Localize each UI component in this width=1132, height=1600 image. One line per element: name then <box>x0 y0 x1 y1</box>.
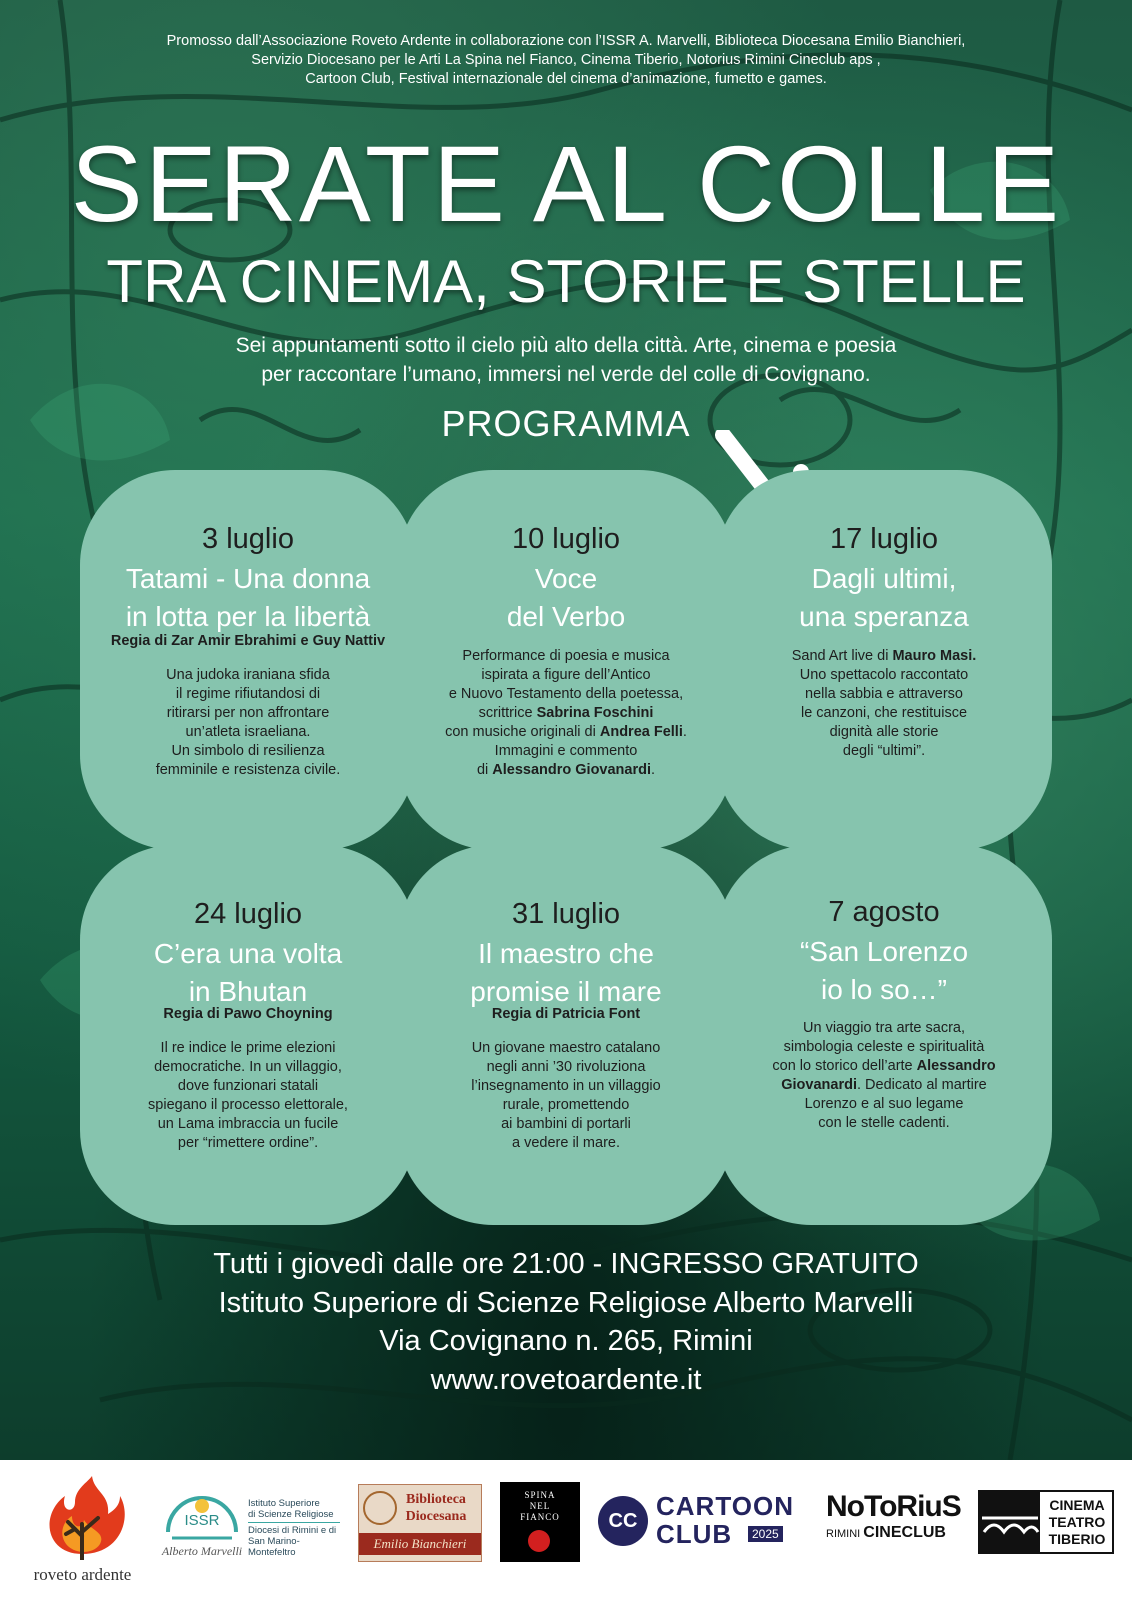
description-line: le canzoni, che restituisce <box>800 705 968 721</box>
seal-icon <box>363 1491 397 1525</box>
event-title <box>90 560 406 636</box>
event-title-line: Voce <box>534 563 598 594</box>
description-line: Un giovane maestro catalano <box>471 1040 661 1056</box>
bridge-icon <box>980 1492 1040 1552</box>
spina-wordmark: FIANCO <box>520 1512 560 1522</box>
event-date: 24 luglio <box>193 898 303 930</box>
red-drop-icon <box>528 1530 550 1552</box>
poster-title: SERATE AL COLLE <box>70 123 1062 244</box>
event-title <box>408 560 724 636</box>
description-line: scrittrice Sabrina Foschini <box>478 705 654 721</box>
spina-wordmark: SPINA <box>524 1490 556 1500</box>
person-name: Sabrina Foschini <box>536 705 654 721</box>
event-card-7-agosto <box>716 845 1052 1225</box>
notorius-city: RIMINI <box>826 1528 861 1540</box>
description-line: per “rimettere ordine”. <box>177 1135 319 1151</box>
event-title <box>726 933 1042 1009</box>
event-title-line: del Verbo <box>506 601 626 632</box>
person-name: Alessandro Giovanardi <box>492 762 652 778</box>
description-line: ritirarsi per non affrontare <box>166 705 330 721</box>
description-line: l’insegnamento in un villaggio <box>471 1078 661 1094</box>
club-wordmark: CLUB <box>656 1519 733 1549</box>
cinema-teatro-tiberio-logo <box>978 1490 1114 1554</box>
tiberio-wordmark: TEATRO <box>1048 1514 1106 1530</box>
description-line: negli anni ’30 rivoluziona <box>486 1059 646 1075</box>
notorius-logo <box>826 1490 961 1554</box>
event-title-line: Dagli ultimi, <box>811 563 957 594</box>
description-line: Lorenzo e al suo legame <box>804 1096 964 1112</box>
notorius-wordmark: NoToRiuS <box>826 1490 961 1523</box>
description-line: con musiche originali di Andrea Felli. <box>445 724 687 740</box>
description-line: con lo storico dell’arte Alessandro <box>772 1058 996 1074</box>
description-line: democratiche. In un villaggio, <box>154 1059 342 1075</box>
event-description <box>736 647 1032 761</box>
event-description <box>100 1039 396 1153</box>
event-description <box>418 1039 714 1153</box>
event-director: Regia di Zar Amir Ebrahimi e Guy Nattiv <box>110 633 386 649</box>
issr-text: Istituto Superiore di Scienze Religiose Diocesi di Rimini e di San Marino-Montefeltro <box>248 1498 340 1558</box>
event-director: Regia di Pawo Choyning <box>163 1006 333 1022</box>
event-date: 10 luglio <box>511 523 621 555</box>
event-title-line: in lotta per la libertà <box>125 601 371 632</box>
person-name: Andrea Felli <box>599 724 683 740</box>
description-line: dignità alle storie <box>829 724 939 740</box>
promoter-credits <box>60 32 1072 89</box>
description-line: e Nuovo Testamento della poetessa, <box>448 686 684 702</box>
tiberio-wordmark: TIBERIO <box>1048 1531 1106 1547</box>
event-description <box>100 666 396 780</box>
cartoon-wordmark: CARTOON <box>656 1491 794 1521</box>
event-card-17-luglio <box>716 470 1052 850</box>
event-title-line: C’era una volta <box>153 938 343 969</box>
website-link[interactable]: www.rovetoardente.it <box>430 1364 702 1396</box>
description-line: Il re indice le prime elezioni <box>160 1040 336 1056</box>
venue-address: Via Covignano n. 265, Rimini <box>379 1325 753 1357</box>
biblioteca-wordmark: Diocesana <box>405 1509 467 1524</box>
spina-wordmark: NEL <box>529 1501 551 1511</box>
description-line: Una judoka iraniana sfida <box>166 667 330 683</box>
biblioteca-diocesana-logo <box>358 1484 482 1562</box>
cartoon-club-logo <box>598 1490 810 1554</box>
issr-mark: ISSR Alberto Marvelli <box>160 1482 244 1566</box>
roveto-wordmark: roveto ardente <box>33 1565 132 1584</box>
description-line: Sand Art live di Mauro Masi. <box>791 648 977 664</box>
biblioteca-wordmark: Biblioteca <box>406 1492 466 1507</box>
description-line: spiegano il processo elettorale, <box>148 1097 348 1113</box>
person-name: Mauro Masi. <box>892 648 977 664</box>
event-title-line: “San Lorenzo <box>799 936 969 967</box>
description-line: femminile e resistenza civile. <box>155 762 341 778</box>
promoter-line: Cartoon Club, Festival internazionale del cinema d’animazione, fumetto e games. <box>305 71 827 87</box>
description-line: degli “ultimi”. <box>842 743 926 759</box>
event-card-10-luglio <box>398 470 734 850</box>
event-title-line: io lo so…” <box>820 974 948 1005</box>
description-line: Immagini e commento <box>494 743 638 759</box>
intro-line: Sei appuntamenti sotto il cielo più alto della città. Arte, cinema e poesia <box>235 334 897 357</box>
description-line: rurale, promettendo <box>502 1097 630 1113</box>
description-line: Uno spettacolo raccontato <box>799 667 969 683</box>
tiberio-wordmark: CINEMA <box>1049 1497 1105 1513</box>
event-title-line: promise il mare <box>470 976 662 1007</box>
event-title <box>726 560 1042 636</box>
event-title-line: una speranza <box>799 601 969 632</box>
description-line: a vedere il mare. <box>512 1135 620 1151</box>
event-date: 3 luglio <box>202 523 294 555</box>
description-line: un’atleta israeliana. <box>185 724 311 740</box>
event-director: Regia di Patricia Font <box>491 1006 641 1022</box>
roveto-ardente-logo <box>20 1474 145 1586</box>
event-description <box>418 647 714 780</box>
flame-tree-icon <box>20 1474 145 1560</box>
schedule-info: Tutti i giovedì dalle ore 21:00 - INGRESSO GRATUITO <box>213 1248 919 1280</box>
event-title-line: Il maestro che <box>478 938 654 969</box>
description-line: Un simbolo di resilienza <box>171 743 325 759</box>
description-line: un Lama imbraccia un fucile <box>157 1116 339 1132</box>
venue-name: Istituto Superiore di Scienze Religiose Alberto Marvelli <box>218 1287 914 1319</box>
event-date: 7 agosto <box>828 896 940 928</box>
intro-line: per raccontare l’umano, immersi nel verde del colle di Covignano. <box>261 363 871 386</box>
person-name: Giovanardi <box>781 1077 857 1093</box>
spina-nel-fianco-logo <box>500 1482 580 1562</box>
sponsor-logos-bar <box>0 1460 1132 1600</box>
programma-heading: PROGRAMMA <box>441 403 691 444</box>
year-badge: 2025 <box>748 1526 783 1542</box>
biblioteca-subtitle: Emilio Bianchieri <box>359 1533 481 1555</box>
event-date: 31 luglio <box>511 898 621 930</box>
notorius-cineclub: CINECLUB <box>863 1524 946 1541</box>
event-title <box>408 935 724 1011</box>
description-line: ai bambini di portarli <box>501 1116 631 1132</box>
description-line: con le stelle cadenti. <box>818 1115 950 1131</box>
event-card-24-luglio <box>80 845 416 1225</box>
description-line: Un viaggio tra arte sacra, <box>803 1020 965 1036</box>
description-line: Performance di poesia e musica <box>462 648 670 664</box>
cc-badge-icon: CC <box>598 1496 648 1546</box>
event-date: 17 luglio <box>829 523 939 555</box>
intro-text <box>120 331 1012 389</box>
description-line: Giovanardi. Dedicato al martire <box>781 1077 987 1093</box>
event-title <box>90 935 406 1011</box>
description-line: ispirata a figure dell’Antico <box>481 667 651 683</box>
description-line: il regime rifiutandosi di <box>175 686 321 702</box>
description-line: nella sabbia e attraverso <box>805 686 963 702</box>
promoter-line: Promosso dall’Associazione Roveto Ardente in collaborazione con l’ISSR A. Marvelli, Biblioteca Diocesana Emilio Bianchieri, <box>166 33 966 49</box>
event-card-31-luglio <box>398 845 734 1225</box>
description-line: dove funzionari statali <box>177 1078 319 1094</box>
issr-logo <box>160 1482 340 1582</box>
description-line: di Alessandro Giovanardi. <box>476 762 656 778</box>
event-title-line: Tatami - Una donna <box>125 563 371 594</box>
description-line: simbologia celeste e spiritualità <box>783 1039 985 1055</box>
person-name: Alessandro <box>916 1058 996 1074</box>
poster-subtitle: TRA CINEMA, STORIE E STELLE <box>106 248 1026 315</box>
promoter-line: Servizio Diocesano per le Arti La Spina nel Fianco, Cinema Tiberio, Notorius Rimini Cineclub aps , <box>251 52 881 68</box>
event-card-3-luglio <box>80 470 416 850</box>
event-description <box>736 1019 1032 1133</box>
event-title-line: in Bhutan <box>188 976 308 1007</box>
